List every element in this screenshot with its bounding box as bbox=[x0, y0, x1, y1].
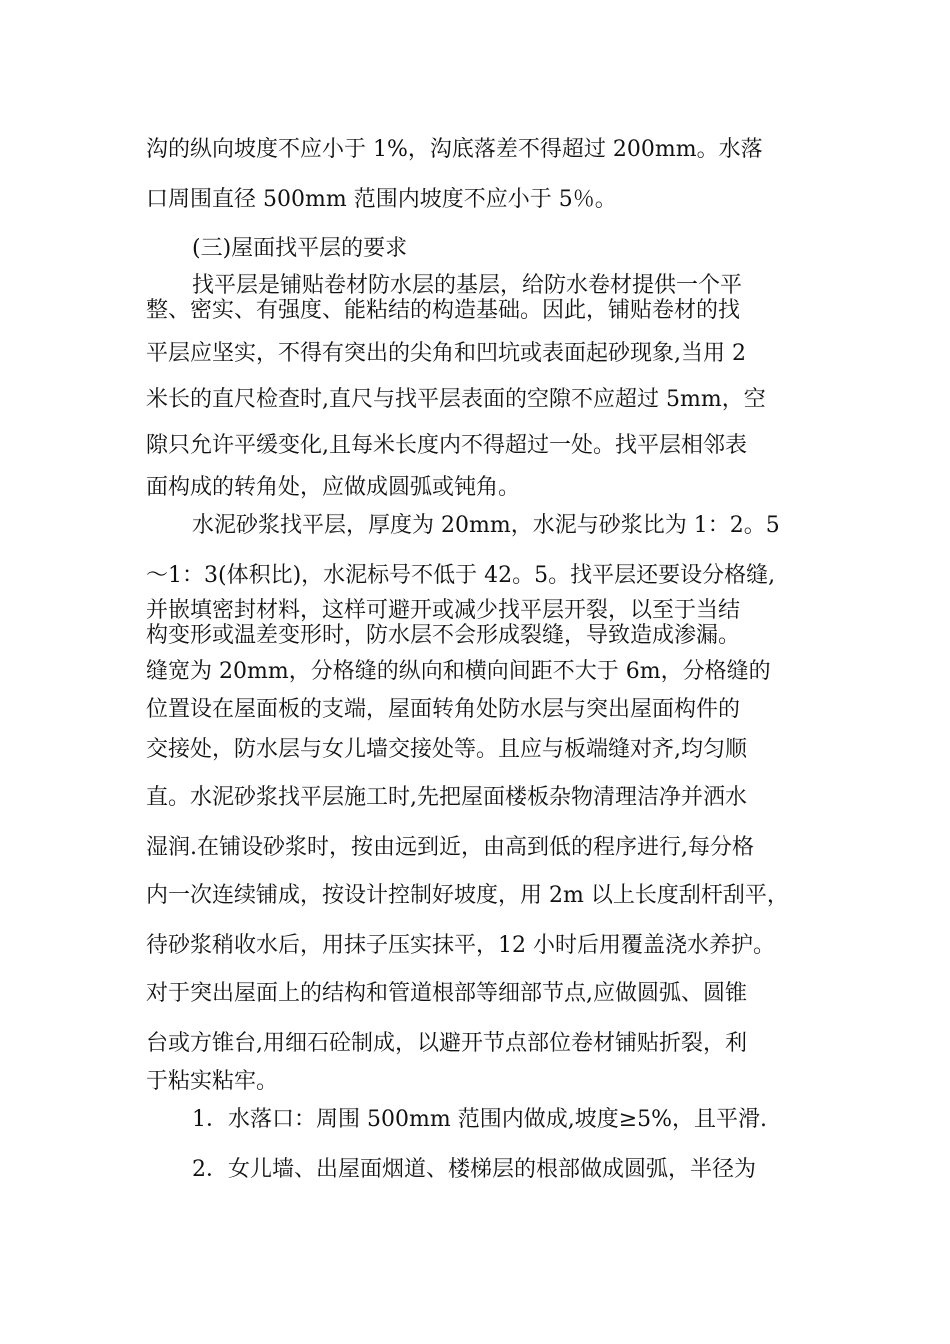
text-line: 沟的纵向坡度不应小于 1%，沟底落差不得超过 200mm。水落 bbox=[146, 137, 763, 162]
text-line: 于粘实粘牢。 bbox=[146, 1069, 279, 1094]
list-item: 2．女儿墙、出屋面烟道、楼梯层的根部做成圆弧，半径为 bbox=[192, 1157, 756, 1182]
text-line: 台或方锥台,用细石砼制成，以避开节点部位卷材铺贴折裂，利 bbox=[146, 1031, 747, 1056]
text-line: 米长的直尺检查时,直尺与找平层表面的空隙不应超过 5mm，空 bbox=[146, 387, 766, 412]
text-line: 并嵌填密封材料，这样可避开或减少找平层开裂，以至于当结 bbox=[146, 598, 741, 623]
text-line: 直。水泥砂浆找平层施工时,先把屋面楼板杂物清理洁净并洒水 bbox=[146, 785, 747, 810]
text-line: 平层应坚实，不得有突出的尖角和凹坑或表面起砂现象,当用 2 bbox=[146, 341, 746, 366]
text-line: 交接处，防水层与女儿墙交接处等。且应与板端缝对齐,均匀顺 bbox=[146, 737, 747, 762]
text-line: 湿润.在铺设砂浆时，按由远到近，由高到低的程序进行,每分格 bbox=[146, 835, 754, 860]
text-line: 水泥砂浆找平层，厚度为 20mm，水泥与砂浆比为 1：2。5 bbox=[192, 513, 780, 538]
text-line: 缝宽为 20mm，分格缝的纵向和横向间距不大于 6m，分格缝的 bbox=[146, 659, 771, 684]
text-line: 构变形或温差变形时，防水层不会形成裂缝，导致造成渗漏。 bbox=[146, 623, 741, 648]
list-item: 1．水落口：周围 500mm 范围内做成,坡度≥5%，且平滑. bbox=[192, 1107, 768, 1132]
text-line: 隙只允许平缓变化,且每米长度内不得超过一处。找平层相邻表 bbox=[146, 433, 747, 458]
text-line: 待砂浆稍收水后，用抹子压实抹平，12 小时后用覆盖浇水养护。 bbox=[146, 933, 775, 958]
text-line: 对于突出屋面上的结构和管道根部等细部节点,应做圆弧、圆锥 bbox=[146, 981, 747, 1006]
text-line: 面构成的转角处，应做成圆弧或钝角。 bbox=[146, 475, 521, 500]
text-line: 找平层是铺贴卷材防水层的基层，给防水卷材提供一个平 bbox=[192, 273, 743, 298]
text-line: 位置设在屋面板的支端，屋面转角处防水层与突出屋面构件的 bbox=[146, 697, 741, 722]
section-heading: (三)屋面找平层的要求 bbox=[192, 236, 408, 261]
text-line: 整、密实、有强度、能粘结的构造基础。因此，铺贴卷材的找 bbox=[146, 298, 741, 323]
text-line: ～1：3(体积比)，水泥标号不低于 42。5。找平层还要设分格缝, bbox=[146, 563, 776, 588]
text-line: 口周围直径 500mm 范围内坡度不应小于 5％。 bbox=[146, 187, 617, 212]
text-line: 内一次连续铺成，按设计控制好坡度，用 2m 以上长度刮杆刮平， bbox=[146, 883, 789, 908]
